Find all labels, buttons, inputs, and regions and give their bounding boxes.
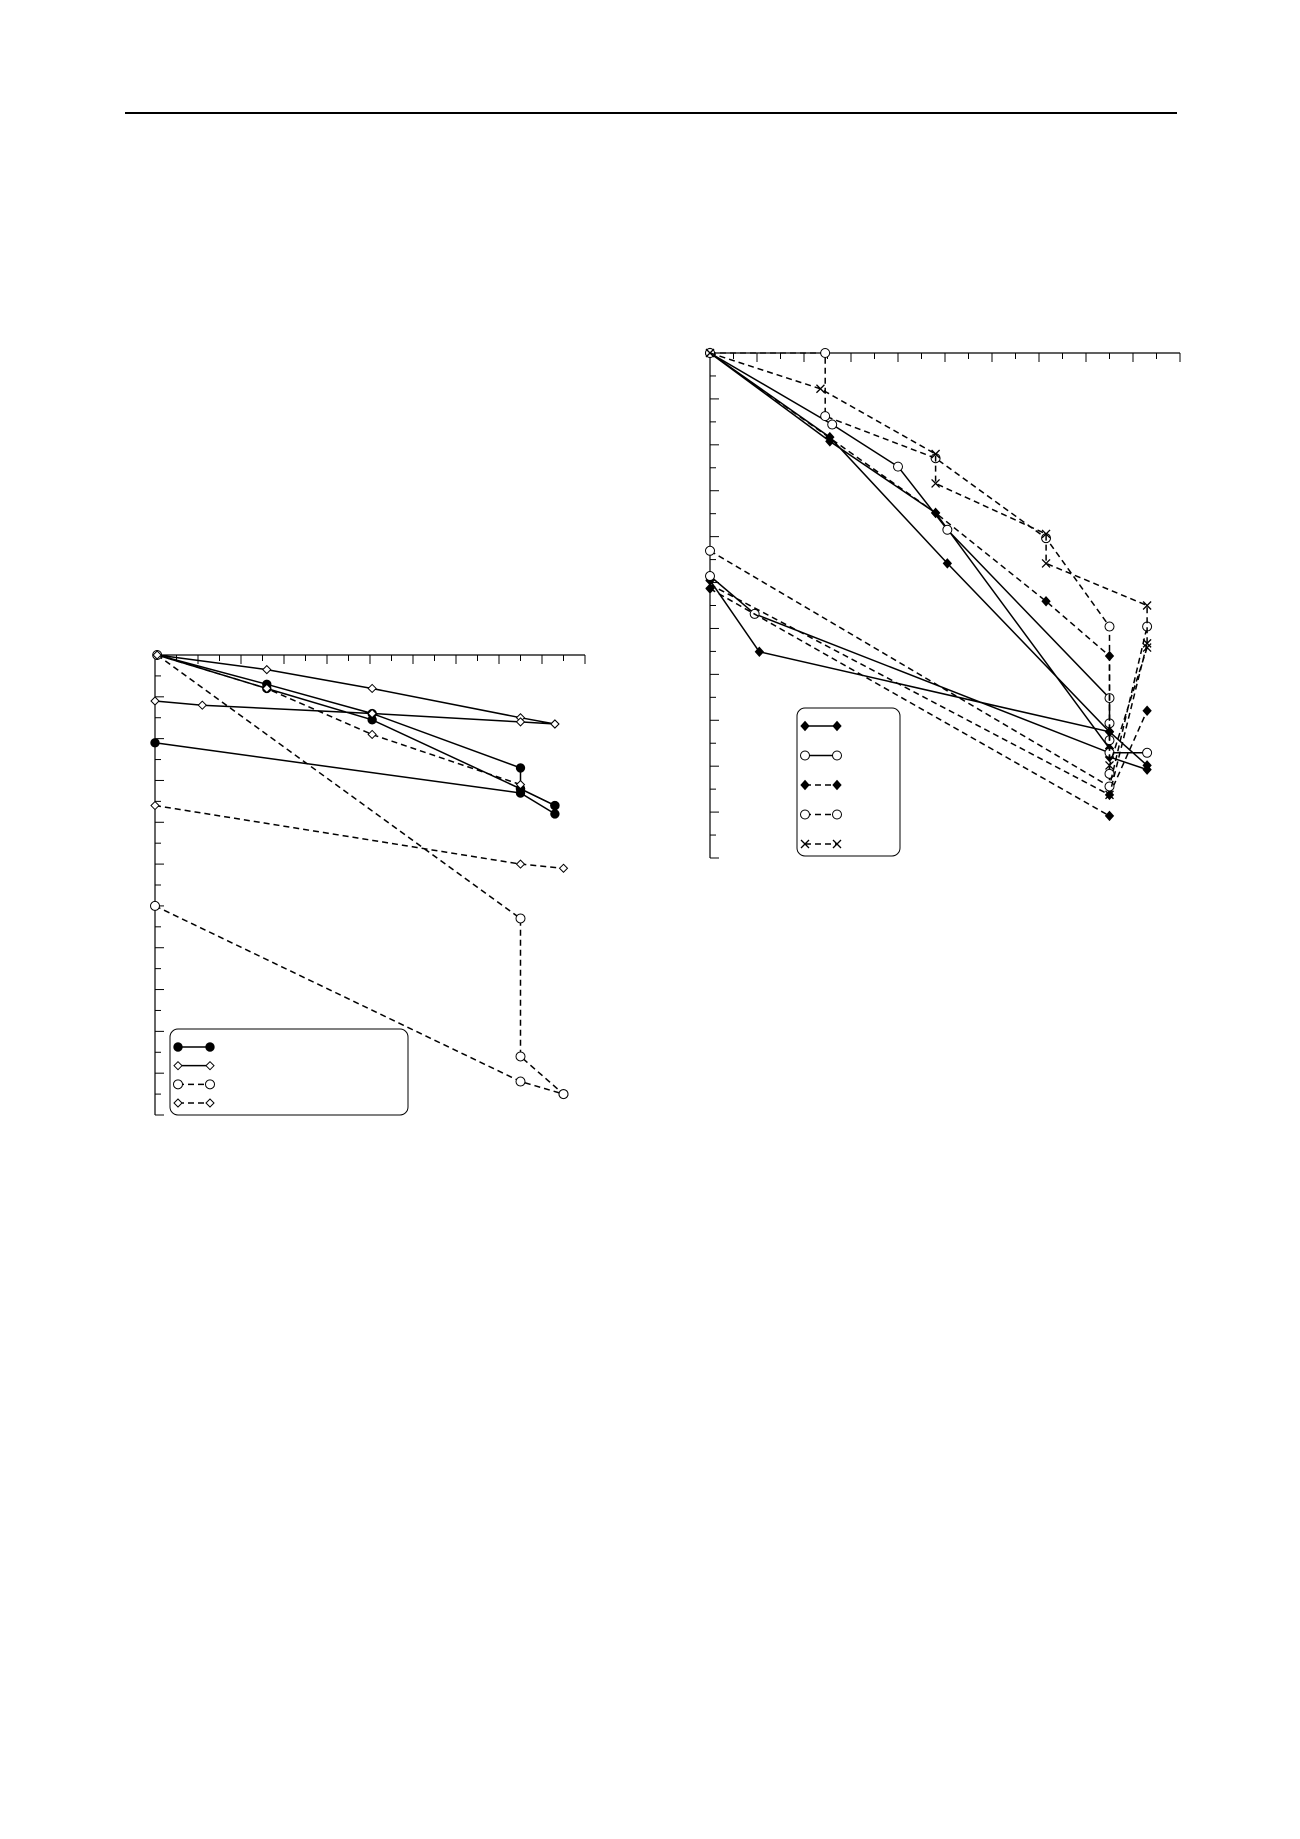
data-point [516, 1052, 525, 1061]
chart-legend [797, 708, 900, 856]
data-point [1042, 559, 1050, 567]
data-point [551, 720, 559, 728]
data-point [821, 349, 830, 358]
legend-box [170, 1029, 408, 1115]
data-point [368, 730, 376, 738]
data-point [1105, 622, 1114, 631]
legend-marker [206, 1043, 214, 1051]
series-line [710, 580, 1147, 765]
legend-marker [174, 1043, 182, 1051]
data-series-5 [706, 572, 1152, 758]
data-point [816, 385, 824, 393]
legend-marker [174, 1080, 183, 1089]
data-point [821, 412, 830, 421]
legend-marker [801, 810, 810, 819]
data-point [516, 789, 524, 797]
data-point [1106, 811, 1114, 820]
data-series-1 [706, 349, 1151, 775]
data-series-9 [151, 802, 568, 873]
legend-box [797, 708, 900, 856]
series-line [157, 655, 520, 785]
data-point [516, 914, 525, 923]
data-point [151, 697, 159, 705]
data-series-2 [706, 349, 1114, 754]
series-line [710, 589, 1110, 816]
series-line [155, 743, 555, 814]
data-point [828, 420, 837, 429]
legend-marker [801, 751, 810, 760]
data-point [151, 739, 159, 747]
data-point [198, 701, 206, 709]
data-point [943, 525, 952, 534]
data-point [706, 546, 715, 555]
data-point [516, 764, 524, 772]
series-line [710, 353, 1110, 774]
data-point [551, 801, 559, 809]
data-series-9 [706, 546, 1152, 791]
data-point [560, 864, 568, 872]
data-series-11 [706, 580, 1151, 798]
data-series-8 [706, 349, 1115, 779]
data-series-4 [153, 651, 559, 728]
data-point [517, 860, 525, 868]
series-line [157, 655, 555, 724]
data-point [368, 684, 376, 692]
series-line [710, 353, 1110, 740]
legend-marker [206, 1080, 215, 1089]
data-point [1105, 769, 1114, 778]
series-line [157, 655, 555, 806]
left-line-chart [0, 0, 620, 1140]
data-point [559, 1090, 568, 1099]
data-point [706, 572, 715, 581]
data-point [151, 901, 160, 910]
data-point [1143, 748, 1152, 757]
data-series-1 [153, 651, 559, 810]
data-point [151, 802, 159, 810]
data-series-2 [153, 651, 559, 810]
data-point [1143, 706, 1151, 715]
chart-legend [170, 1029, 408, 1115]
data-series-7 [706, 584, 1114, 820]
legend-marker [833, 751, 842, 760]
data-point [551, 810, 559, 818]
series-line [155, 806, 564, 869]
legend-marker [833, 810, 842, 819]
data-point [263, 666, 271, 674]
series-line [710, 353, 1147, 770]
data-point [516, 1077, 525, 1086]
series-line [710, 353, 1147, 795]
data-point [1143, 644, 1151, 652]
series-line [710, 576, 1147, 753]
data-series-6 [706, 349, 1151, 800]
data-point [894, 462, 903, 471]
series-line [157, 655, 555, 806]
right-line-chart [640, 0, 1200, 880]
